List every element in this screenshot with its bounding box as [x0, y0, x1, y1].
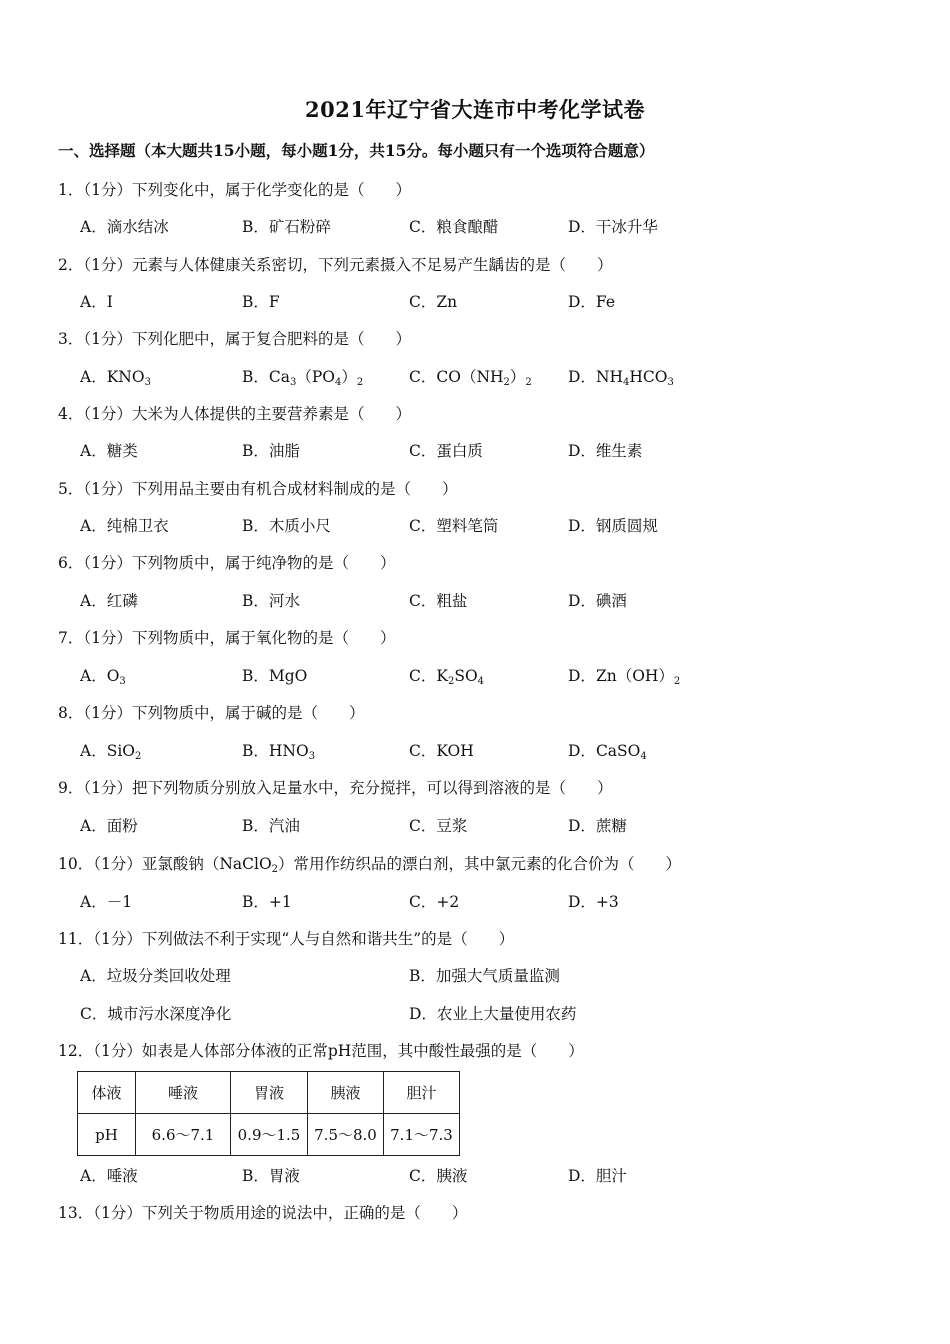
option-a: A．$KNO_3$: [80, 368, 151, 388]
option-c: C．粗盐: [409, 592, 468, 610]
question-1-stem: 1．（1分）下列变化中，属于化学变化的是（ ）: [58, 181, 411, 199]
option-c: C．蛋白质: [409, 442, 483, 460]
option-d: D．钢质圆规: [568, 517, 658, 535]
option-b: B．汽油: [242, 817, 300, 835]
option-b: B．F: [242, 293, 280, 311]
question-11-stem: 11．（1分）下列做法不利于实现“人与自然和谐共生”的是（ ）: [58, 930, 515, 948]
option-d: D．维生素: [568, 442, 643, 460]
option-c: C．胰液: [409, 1167, 468, 1185]
table-cell: pH: [78, 1114, 136, 1156]
option-b: B．胃液: [242, 1167, 300, 1185]
question-3-options: [80, 365, 900, 389]
option-d: D．+3: [568, 893, 619, 911]
option-b: B．油脂: [242, 442, 300, 460]
table-cell: 7.1～7.3: [384, 1114, 460, 1156]
option-d: D．CaSO$_4$: [568, 742, 647, 762]
table-cell: 胰液: [308, 1072, 384, 1114]
question-7-stem: 7．（1分）下列物质中，属于氧化物的是（ ）: [58, 629, 396, 647]
table-cell: 6.6～7.1: [136, 1114, 231, 1156]
question-10-stem: 10．（1分）亚氯酸钠（NaClO$_2$）常用作纺织品的漂白剂，其中氯元素的化合价为（ ）: [58, 855, 682, 875]
ph-table: [77, 1071, 460, 1156]
option-c: C．塑料笔筒: [409, 517, 499, 535]
section-heading: 一、选择题（本大题共15小题，每小题1分，共15分。每小题只有一个选项符合题意）: [58, 141, 655, 160]
page-title: 2021年辽宁省大连市中考化学试卷: [305, 97, 645, 122]
table-header-row: [78, 1072, 460, 1114]
option-a: A．－1: [80, 893, 133, 911]
option-c: C．$K_2SO_4$: [409, 667, 485, 687]
option-a: A．$O_3$: [80, 667, 126, 687]
question-12-stem: 12．（1分）如表是人体部分体液的正常pH范围，其中酸性最强的是（ ）: [58, 1042, 584, 1060]
question-8-stem: 8．（1分）下列物质中，属于碱的是（ ）: [58, 704, 365, 722]
option-d: D．胆汁: [568, 1167, 627, 1185]
question-5-options: [80, 514, 900, 538]
question-1-options: [80, 215, 900, 239]
option-a: A．垃圾分类回收处理: [80, 967, 231, 985]
option-b: B．加强大气质量监测: [409, 967, 560, 985]
table-cell: 唾液: [136, 1072, 231, 1114]
question-10-options: [80, 890, 900, 914]
option-d: D．农业上大量使用农药: [409, 1005, 577, 1023]
option-c: C．豆浆: [409, 817, 468, 835]
option-d: D．碘酒: [568, 592, 627, 610]
option-b: B．河水: [242, 592, 300, 610]
option-b: B．MgO: [242, 667, 308, 685]
option-b: B．+1: [242, 893, 292, 911]
question-2-options: [80, 290, 900, 314]
question-7-options: [80, 664, 900, 688]
option-a: A．滴水结冰: [80, 218, 169, 236]
question-13-stem: 13．（1分）下列关于物质用途的说法中，正确的是（ ）: [58, 1204, 468, 1222]
option-b: B．木质小尺: [242, 517, 331, 535]
question-4-options: [80, 439, 900, 463]
option-c: C．KOH: [409, 742, 474, 760]
option-c: C．Zn: [409, 293, 458, 311]
question-11-options-row1: [80, 964, 900, 988]
question-5-stem: 5．（1分）下列用品主要由有机合成材料制成的是（ ）: [58, 480, 458, 498]
option-a: A．纯棉卫衣: [80, 517, 169, 535]
table-cell: 7.5～8.0: [308, 1114, 384, 1156]
table-row: [78, 1114, 460, 1156]
option-d: D．Fe: [568, 293, 616, 311]
table-cell: 胆汁: [384, 1072, 460, 1114]
option-b: B．$Ca_3(PO_4)_2$: [242, 368, 364, 388]
question-11-options-row2: [80, 1002, 900, 1026]
question-6-stem: 6．（1分）下列物质中，属于纯净物的是（ ）: [58, 554, 396, 572]
option-d: D．蔗糖: [568, 817, 627, 835]
table-cell: 胃液: [231, 1072, 308, 1114]
option-a: A．糖类: [80, 442, 138, 460]
question-12-options: [80, 1164, 900, 1188]
question-8-options: [80, 739, 900, 763]
question-9-options: [80, 814, 900, 838]
option-c: C．$CO(NH_2)_2$: [409, 368, 532, 388]
question-9-stem: 9．（1分）把下列物质分别放入足量水中，充分搅拌，可以得到溶液的是（ ）: [58, 779, 613, 797]
option-b: B．矿石粉碎: [242, 218, 331, 236]
table-cell: 0.9～1.5: [231, 1114, 308, 1156]
option-a: A．SiO$_2$: [80, 742, 142, 762]
option-b: B．$HNO_3$: [242, 742, 316, 762]
option-a: A．红磷: [80, 592, 138, 610]
option-d: D．$Zn(OH)_2$: [568, 667, 681, 687]
option-d: D．$NH_4HCO_3$: [568, 368, 674, 388]
question-6-options: [80, 589, 900, 613]
question-4-stem: 4．（1分）大米为人体提供的主要营养素是（ ）: [58, 405, 411, 423]
question-2-stem: 2．（1分）元素与人体健康关系密切，下列元素摄入不足易产生龋齿的是（ ）: [58, 256, 613, 274]
option-c: C．城市污水深度净化: [80, 1005, 232, 1023]
option-c: C．粮食酿醋: [409, 218, 499, 236]
option-c: C．+2: [409, 893, 460, 911]
table-cell: 体液: [78, 1072, 136, 1114]
option-a: A．面粉: [80, 817, 138, 835]
option-d: D．干冰升华: [568, 218, 658, 236]
option-a: A．唾液: [80, 1167, 138, 1185]
question-3-stem: 3．（1分）下列化肥中，属于复合肥料的是（ ）: [58, 330, 411, 348]
option-a: A．I: [80, 293, 113, 311]
